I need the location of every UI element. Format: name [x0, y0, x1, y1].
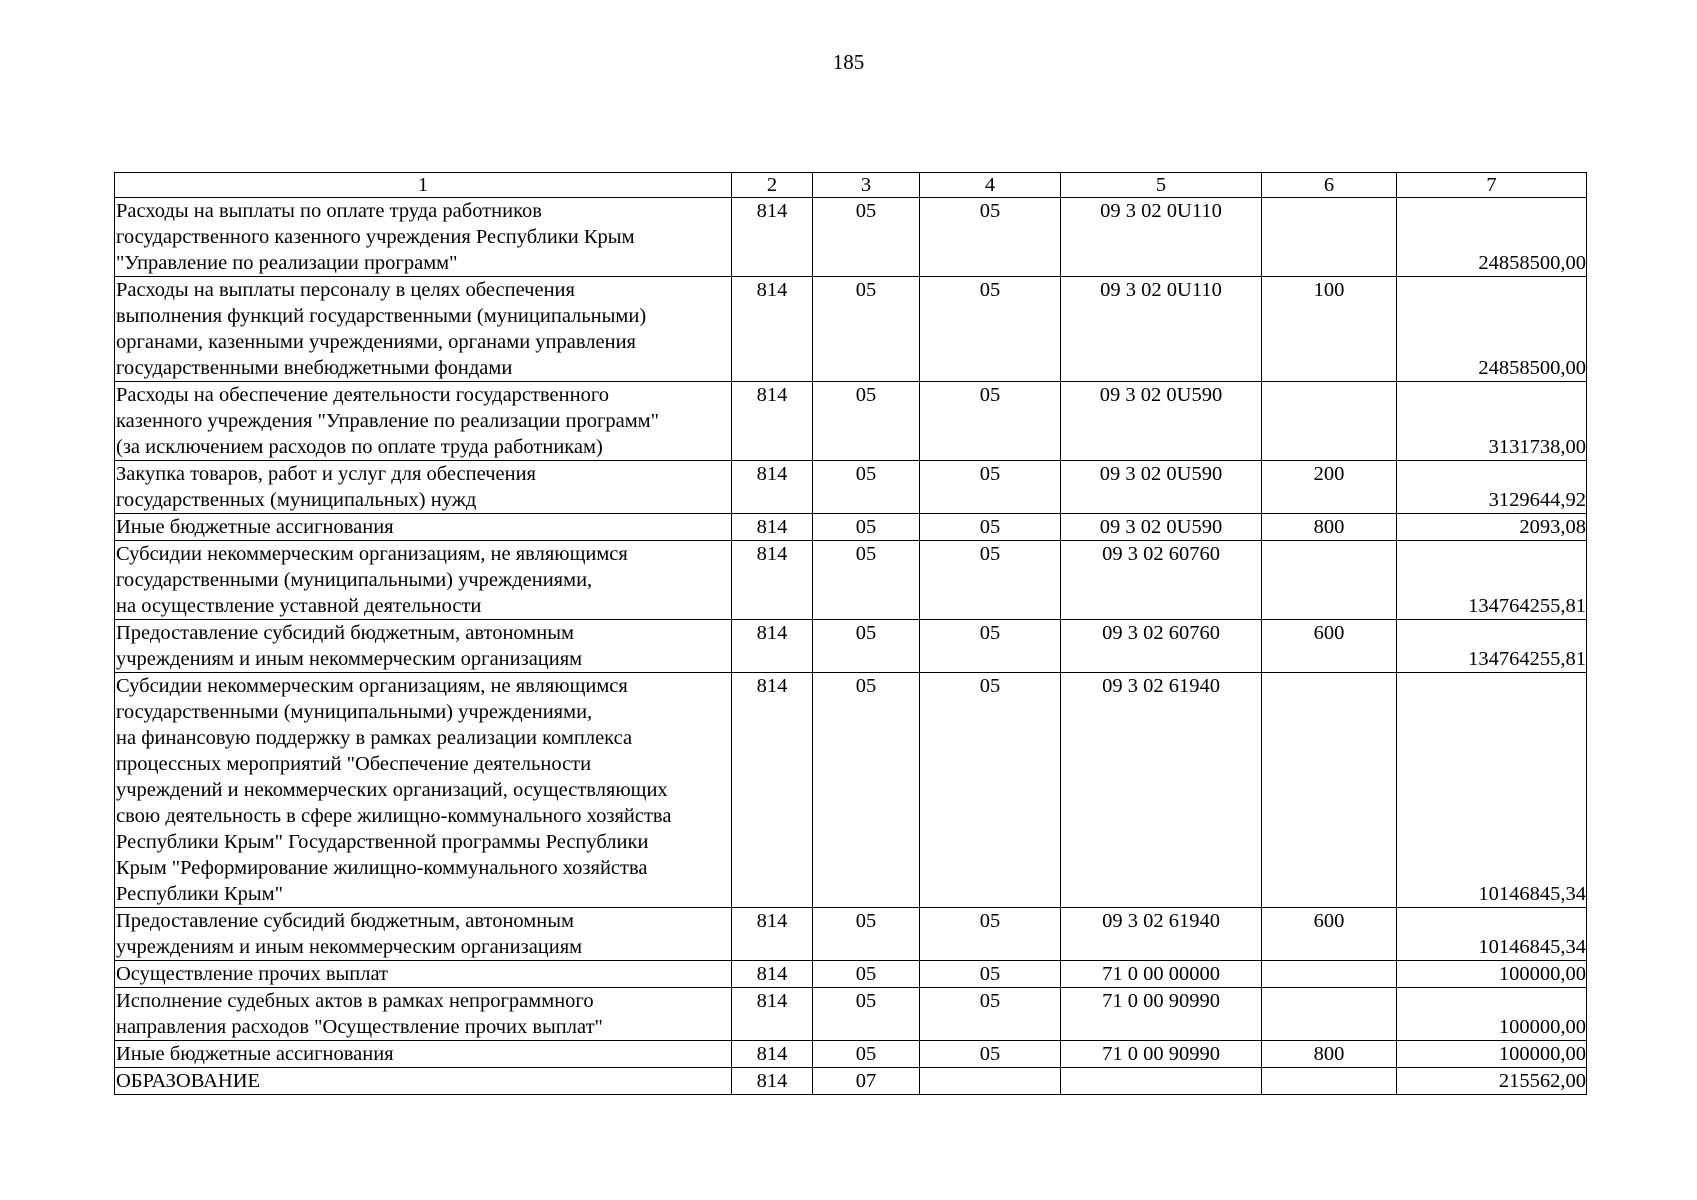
cell-amount: 134764255,81	[1397, 541, 1587, 620]
cell-name-line: государственных (муниципальных) нужд	[116, 489, 477, 511]
cell-name	[115, 988, 732, 1041]
cell-name-line: процессных мероприятий "Обеспечение деятельности	[116, 753, 592, 775]
cell-subsection: 05	[920, 620, 1061, 673]
cell-name-line: Закупка товаров, работ и услуг для обеспечения	[116, 463, 536, 485]
cell-section: 05	[813, 673, 920, 908]
cell-subsection: 05	[920, 908, 1061, 961]
cell-grbs: 814	[732, 198, 813, 277]
cell-expense-type: 100	[1262, 277, 1397, 382]
table-row	[115, 382, 1587, 461]
cell-target-article: 09 3 02 61940	[1061, 908, 1262, 961]
cell-section: 05	[813, 461, 920, 514]
cell-grbs: 814	[732, 988, 813, 1041]
cell-section: 05	[813, 541, 920, 620]
cell-name-line: государственного казенного учреждения Республики Крым	[116, 226, 635, 248]
cell-name-line: Крым "Реформирование жилищно-коммунального хозяйства	[116, 857, 648, 879]
cell-section: 05	[813, 988, 920, 1041]
cell-amount: 24858500,00	[1397, 277, 1587, 382]
cell-target-article: 09 3 02 0U110	[1061, 198, 1262, 277]
cell-target-article: 09 3 02 0U590	[1061, 461, 1262, 514]
cell-target-article: 09 3 02 60760	[1061, 541, 1262, 620]
column-header-3: 3	[813, 173, 920, 198]
cell-name	[115, 1041, 732, 1068]
cell-expense-type: 800	[1262, 514, 1397, 541]
cell-amount: 134764255,81	[1397, 620, 1587, 673]
cell-name-line: казенного учреждения "Управление по реализации программ"	[116, 410, 660, 432]
cell-expense-type	[1262, 1068, 1397, 1095]
cell-target-article: 09 3 02 61940	[1061, 673, 1262, 908]
cell-target-article: 09 3 02 0U590	[1061, 514, 1262, 541]
cell-amount: 3131738,00	[1397, 382, 1587, 461]
cell-amount: 215562,00	[1397, 1068, 1587, 1095]
cell-subsection: 05	[920, 988, 1061, 1041]
cell-name-line: Расходы на выплаты по оплате труда работников	[116, 200, 542, 222]
cell-grbs: 814	[732, 1041, 813, 1068]
column-header-6: 6	[1262, 173, 1397, 198]
cell-section: 05	[813, 198, 920, 277]
cell-name-line: направления расходов "Осуществление прочих выплат"	[116, 1016, 603, 1038]
cell-name-line: Расходы на обеспечение деятельности государственного	[116, 384, 609, 406]
cell-grbs: 814	[732, 673, 813, 908]
cell-amount: 10146845,34	[1397, 673, 1587, 908]
cell-expense-type: 600	[1262, 620, 1397, 673]
cell-grbs: 814	[732, 277, 813, 382]
cell-name-line: Расходы на выплаты персоналу в целях обеспечения	[116, 279, 575, 301]
cell-subsection: 05	[920, 1041, 1061, 1068]
table-row	[115, 673, 1587, 908]
cell-name-line: учреждений и некоммерческих организаций, осуществляющих	[116, 779, 668, 801]
cell-name-line: на финансовую поддержку в рамках реализации комплекса	[116, 727, 633, 749]
cell-name-line: Предоставление субсидий бюджетным, автономным	[116, 910, 574, 932]
table-row	[115, 1041, 1587, 1068]
cell-grbs: 814	[732, 961, 813, 988]
cell-name-line: на осуществление уставной деятельности	[116, 595, 482, 617]
cell-name-line: Исполнение судебных актов в рамках непрограммного	[116, 990, 594, 1012]
cell-expense-type	[1262, 541, 1397, 620]
cell-name-line: Иные бюджетные ассигнования	[116, 516, 394, 538]
table-row	[115, 620, 1587, 673]
cell-name	[115, 620, 732, 673]
cell-section: 07	[813, 1068, 920, 1095]
cell-target-article: 09 3 02 0U110	[1061, 277, 1262, 382]
cell-name-line: государственными (муниципальными) учреждениями,	[116, 701, 593, 723]
table-row	[115, 1068, 1587, 1095]
cell-section: 05	[813, 1041, 920, 1068]
cell-amount: 3129644,92	[1397, 461, 1587, 514]
cell-name	[115, 1068, 732, 1095]
cell-target-article: 09 3 02 60760	[1061, 620, 1262, 673]
cell-target-article: 71 0 00 00000	[1061, 961, 1262, 988]
cell-name-line: Иные бюджетные ассигнования	[116, 1043, 394, 1065]
table-row	[115, 198, 1587, 277]
cell-name-line: Предоставление субсидий бюджетным, автономным	[116, 622, 574, 644]
cell-amount: 100000,00	[1397, 1041, 1587, 1068]
cell-section: 05	[813, 961, 920, 988]
cell-name	[115, 461, 732, 514]
column-header-5: 5	[1061, 173, 1262, 198]
table-row	[115, 461, 1587, 514]
cell-amount: 100000,00	[1397, 961, 1587, 988]
cell-subsection: 05	[920, 461, 1061, 514]
cell-subsection: 05	[920, 382, 1061, 461]
cell-expense-type	[1262, 382, 1397, 461]
cell-grbs: 814	[732, 461, 813, 514]
cell-amount: 24858500,00	[1397, 198, 1587, 277]
column-header-1: 1	[115, 173, 732, 198]
cell-name-line: (за исключением расходов по оплате труда работникам)	[116, 436, 603, 458]
cell-subsection: 05	[920, 277, 1061, 382]
cell-expense-type: 800	[1262, 1041, 1397, 1068]
column-header-4: 4	[920, 173, 1061, 198]
cell-grbs: 814	[732, 514, 813, 541]
cell-name-line: органами, казенными учреждениями, органами управления	[116, 331, 636, 353]
page-number: 185	[832, 50, 865, 74]
cell-name-line: Субсидии некоммерческим организациям, не являющимся	[116, 675, 628, 697]
cell-target-article: 71 0 00 90990	[1061, 1041, 1262, 1068]
cell-expense-type	[1262, 988, 1397, 1041]
table-row	[115, 514, 1587, 541]
cell-amount: 2093,08	[1397, 514, 1587, 541]
cell-name-line: учреждениям и иным некоммерческим организациям	[116, 648, 583, 670]
cell-target-article: 71 0 00 90990	[1061, 988, 1262, 1041]
cell-name-line: свою деятельность в сфере жилищно-коммунального хозяйства	[116, 805, 672, 827]
table-header-row	[115, 173, 1587, 198]
column-header-7: 7	[1397, 173, 1587, 198]
cell-section: 05	[813, 908, 920, 961]
cell-name-line: "Управление по реализации программ"	[116, 252, 458, 274]
table-row	[115, 961, 1587, 988]
cell-expense-type: 600	[1262, 908, 1397, 961]
cell-name	[115, 961, 732, 988]
cell-subsection	[920, 1068, 1061, 1095]
cell-expense-type	[1262, 961, 1397, 988]
cell-amount: 10146845,34	[1397, 908, 1587, 961]
cell-name	[115, 673, 732, 908]
cell-section: 05	[813, 514, 920, 541]
cell-name	[115, 541, 732, 620]
cell-grbs: 814	[732, 541, 813, 620]
cell-name-line: Осуществление прочих выплат	[116, 963, 389, 985]
cell-name-line: выполнения функций государственными (муниципальными)	[116, 305, 647, 327]
cell-name-line: ОБРАЗОВАНИЕ	[116, 1070, 261, 1092]
column-header-2: 2	[732, 173, 813, 198]
cell-target-article: 09 3 02 0U590	[1061, 382, 1262, 461]
cell-expense-type: 200	[1262, 461, 1397, 514]
cell-grbs: 814	[732, 1068, 813, 1095]
cell-subsection: 05	[920, 514, 1061, 541]
cell-amount: 100000,00	[1397, 988, 1587, 1041]
cell-section: 05	[813, 382, 920, 461]
cell-subsection: 05	[920, 673, 1061, 908]
cell-section: 05	[813, 620, 920, 673]
cell-name-line: Республики Крым"	[116, 883, 284, 905]
cell-subsection: 05	[920, 961, 1061, 988]
budget-table	[114, 172, 1587, 1095]
cell-grbs: 814	[732, 620, 813, 673]
cell-name-line: государственными внебюджетными фондами	[116, 357, 513, 379]
table-row	[115, 908, 1587, 961]
cell-name	[115, 514, 732, 541]
cell-grbs: 814	[732, 908, 813, 961]
cell-name-line: Республики Крым" Государственной программы Республики	[116, 831, 649, 853]
cell-name-line: Субсидии некоммерческим организациям, не являющимся	[116, 543, 628, 565]
table-row	[115, 541, 1587, 620]
cell-name-line: государственными (муниципальными) учреждениями,	[116, 569, 593, 591]
cell-name-line: учреждениям и иным некоммерческим организациям	[116, 936, 583, 958]
cell-name	[115, 908, 732, 961]
table-row	[115, 277, 1587, 382]
cell-subsection: 05	[920, 541, 1061, 620]
cell-name	[115, 382, 732, 461]
table-row	[115, 988, 1587, 1041]
cell-name	[115, 277, 732, 382]
cell-target-article	[1061, 1068, 1262, 1095]
cell-expense-type	[1262, 673, 1397, 908]
cell-name	[115, 198, 732, 277]
cell-section: 05	[813, 277, 920, 382]
cell-expense-type	[1262, 198, 1397, 277]
cell-subsection: 05	[920, 198, 1061, 277]
cell-grbs: 814	[732, 382, 813, 461]
